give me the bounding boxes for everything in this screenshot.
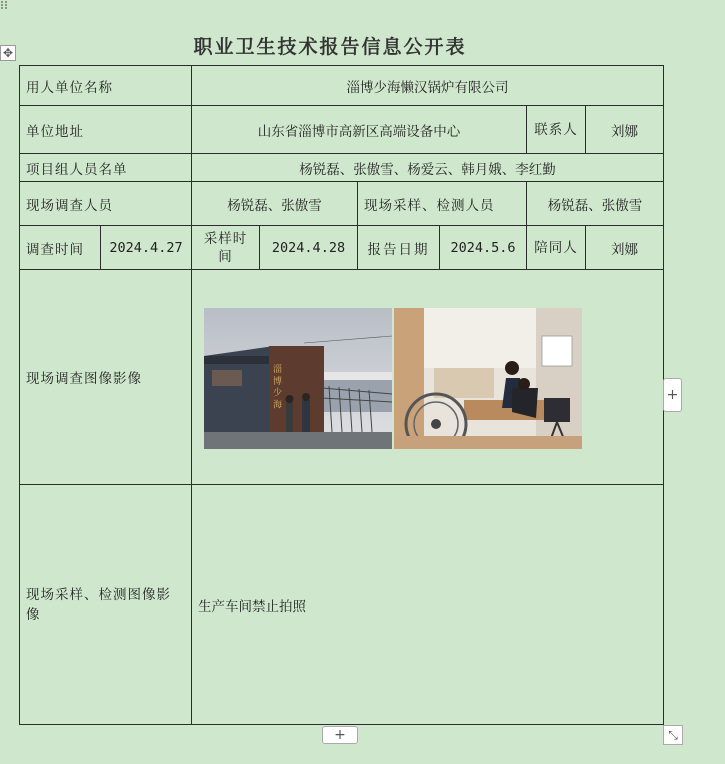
page-title: 职业卫生技术报告信息公开表 xyxy=(193,36,467,58)
sampling-images-label: 现场采样、检测图像影像 xyxy=(20,485,192,725)
row-survey-images xyxy=(20,270,664,485)
address-label: 单位地址 xyxy=(20,106,192,154)
address-value[interactable]: 山东省淄博市高新区高端设备中心 xyxy=(192,106,527,154)
unit-name-value[interactable]: 淄博少海懒汉锅炉有限公司 xyxy=(192,66,664,106)
table-resize-handle-icon[interactable]: ⤡ xyxy=(663,725,683,745)
row-survey xyxy=(20,182,664,226)
contact-label: 联系人 xyxy=(527,106,586,154)
row-dates xyxy=(20,226,664,270)
sampling-time-value[interactable]: 2024.4.28 xyxy=(260,226,358,270)
unit-name-label: 用人单位名称 xyxy=(20,66,192,106)
companion-value[interactable]: 刘娜 xyxy=(586,226,664,270)
survey-staff-label: 现场调查人员 xyxy=(20,182,192,226)
contact-value[interactable]: 刘娜 xyxy=(586,106,664,154)
factory-entrance-photo[interactable] xyxy=(204,308,392,449)
sampling-time-label: 采样时间 xyxy=(192,226,260,270)
survey-time-value[interactable]: 2024.4.27 xyxy=(101,226,192,270)
survey-staff-value[interactable]: 杨锐磊、张傲雪 xyxy=(192,182,358,226)
row-team xyxy=(20,154,664,182)
survey-images-label: 现场调查图像影像 xyxy=(20,270,192,485)
sign-text: 淄 博 少 海 xyxy=(271,363,281,409)
team-value[interactable]: 杨锐磊、张傲雪、杨爱云、韩月娥、李红勤 xyxy=(192,154,664,182)
sampling-images-note[interactable]: 生产车间禁止拍照 xyxy=(192,485,664,725)
drag-dots-icon[interactable] xyxy=(0,0,8,10)
add-row-button[interactable]: + xyxy=(322,726,358,744)
disclosure-table xyxy=(19,65,664,725)
survey-images-cell[interactable] xyxy=(192,270,664,485)
sampling-staff-value[interactable]: 杨锐磊、张傲雪 xyxy=(527,182,664,226)
report-date-value[interactable]: 2024.5.6 xyxy=(440,226,527,270)
sampling-staff-label: 现场采样、检测人员 xyxy=(358,182,527,226)
office-inspection-photo[interactable] xyxy=(394,308,582,449)
table-move-handle-icon[interactable]: ✥ xyxy=(0,45,16,61)
survey-time-label: 调查时间 xyxy=(20,226,101,270)
row-unit-name xyxy=(20,66,664,106)
row-address xyxy=(20,106,664,154)
companion-label: 陪同人 xyxy=(527,226,586,270)
add-column-button[interactable]: + xyxy=(663,378,682,412)
team-label: 项目组人员名单 xyxy=(20,154,192,182)
report-date-label: 报告日期 xyxy=(358,226,440,270)
row-sampling-images xyxy=(20,485,664,725)
